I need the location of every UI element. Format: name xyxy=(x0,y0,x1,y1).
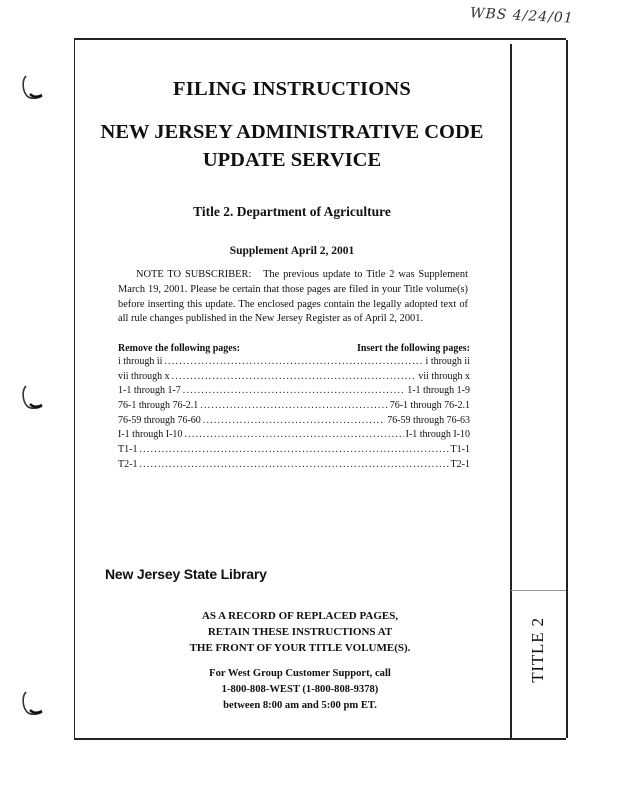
table-row xyxy=(118,415,470,430)
table-row xyxy=(118,444,470,459)
table-row xyxy=(118,459,470,474)
remove-pages: T2-1 xyxy=(118,458,138,470)
table-row xyxy=(118,400,470,415)
page-title: FILING INSTRUCTIONS xyxy=(173,78,411,100)
tab-edge-line xyxy=(566,40,568,738)
support-hours: between 8:00 am and 5:00 pm ET. xyxy=(223,700,377,711)
table-header xyxy=(118,343,470,356)
insert-pages: 1-1 through 1-9 xyxy=(407,385,470,397)
remove-pages: 1-1 through 1-7 xyxy=(118,385,181,397)
insert-pages: 76-1 through 76-2.1 xyxy=(389,400,470,412)
remove-pages: 76-1 through 76-2.1 xyxy=(118,400,199,412)
code-title-line2: UPDATE SERVICE xyxy=(202,149,382,171)
insert-pages: I-1 through I-10 xyxy=(405,429,470,441)
remove-pages: 76-59 through 76-60 xyxy=(118,414,201,426)
tab-divider-rule xyxy=(511,590,566,591)
leader-dots xyxy=(139,444,448,455)
note-label: NOTE TO SUBSCRIBER: xyxy=(136,269,252,280)
support-phone: 1-800-808-WEST (1-800-808-9378) xyxy=(221,684,379,695)
record-line: AS A RECORD OF REPLACED PAGES, xyxy=(201,610,399,622)
punch-hole-icon xyxy=(20,72,46,102)
leader-dots xyxy=(200,400,387,411)
subscriber-note xyxy=(118,268,468,327)
insert-pages: vii through x xyxy=(418,370,470,382)
leader-dots xyxy=(139,459,448,470)
handwritten-date-note: WBS 4/24/01 xyxy=(469,5,575,27)
record-line: THE FRONT OF YOUR TITLE VOLUME(S). xyxy=(189,642,411,654)
supplement-date: Supplement April 2, 2001 xyxy=(229,245,355,257)
remove-pages: i through ii xyxy=(118,356,163,367)
table-row xyxy=(118,429,470,444)
table-row xyxy=(118,385,470,400)
record-line: RETAIN THESE INSTRUCTIONS AT xyxy=(207,626,393,638)
tab-label-text: TITLE 2 xyxy=(528,617,547,683)
record-instructions xyxy=(150,608,450,656)
leader-dots xyxy=(183,385,405,396)
remove-pages: I-1 through I-10 xyxy=(118,429,183,441)
table-row xyxy=(118,371,470,386)
note-text: The previous update to Title 2 was Supplement March 19, 2001. Please be certain that those pages are filed in your Title volume(s) before inserting this update. The enclosed pages contain the legally adopted text of all rule changes published in the New Jersey Register as of April 2, 2001. xyxy=(118,269,469,325)
department-heading: Title 2. Department of Agriculture xyxy=(193,204,391,219)
customer-support xyxy=(150,666,450,714)
code-title-line1: NEW JERSEY ADMINISTRATIVE CODE xyxy=(100,121,484,143)
punch-hole-icon xyxy=(20,688,46,718)
insert-pages: T1-1 xyxy=(450,444,470,456)
library-stamp: New Jersey State Library xyxy=(105,566,267,582)
remove-header: Remove the following pages: xyxy=(118,343,240,354)
remove-pages: T1-1 xyxy=(118,444,138,456)
leader-dots xyxy=(184,429,403,440)
insert-header: Insert the following pages: xyxy=(356,343,470,354)
page-replacement-table xyxy=(118,343,470,474)
leader-dots xyxy=(164,356,423,367)
insert-pages: i through ii xyxy=(425,356,470,367)
leader-dots xyxy=(172,371,417,382)
title-tab xyxy=(511,600,565,700)
punch-hole-icon xyxy=(20,382,46,412)
leader-dots xyxy=(203,415,385,426)
insert-pages: T2-1 xyxy=(450,458,470,470)
table-row xyxy=(118,356,470,371)
remove-pages: vii through x xyxy=(118,370,170,382)
insert-pages: 76-59 through 76-63 xyxy=(387,414,470,426)
support-line: For West Group Customer Support, call xyxy=(209,668,391,679)
